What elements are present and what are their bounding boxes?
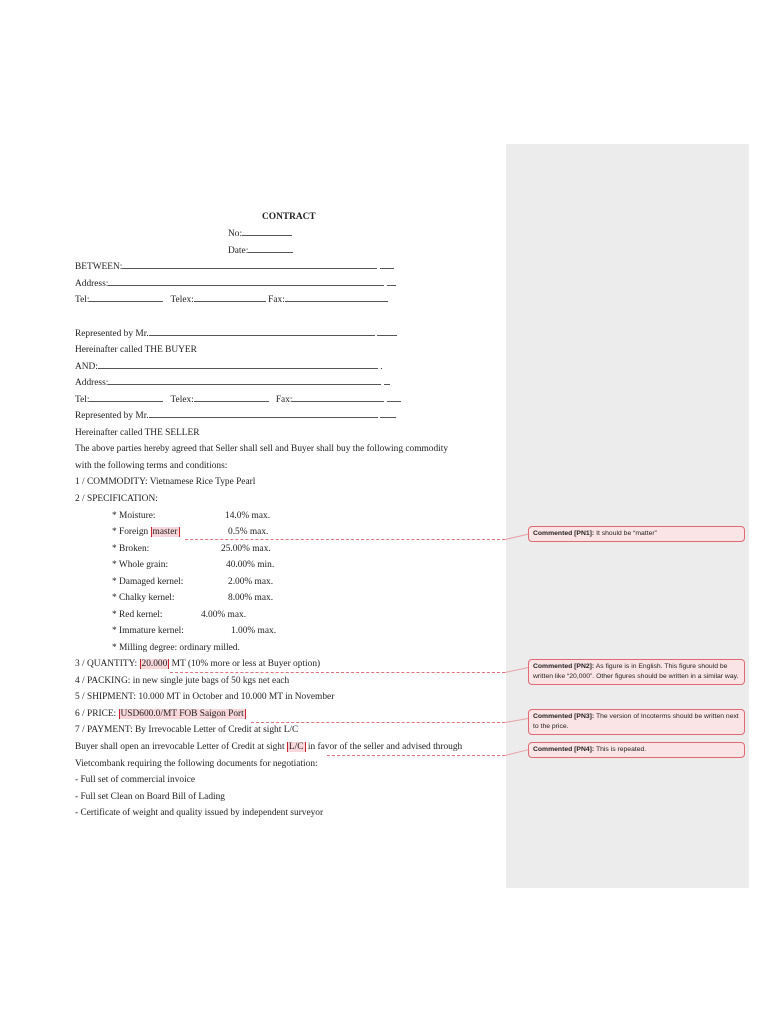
- seller-called: Hereinafter called THE SELLER: [75, 428, 200, 438]
- contract-no: No:: [228, 226, 292, 243]
- doc-item: - Certificate of weight and quality issued by independent surveyor: [75, 808, 324, 818]
- spec-broken: * Broken: 25.00% max.: [112, 544, 271, 554]
- comment-leader-4: [327, 755, 505, 756]
- spec-milling-degree: * Milling degree: ordinary milled.: [112, 643, 240, 653]
- buyer-called: Hereinafter called THE BUYER: [75, 345, 197, 355]
- seller-contact-line: Tel: Telex: Fax:: [75, 392, 401, 409]
- comment-pn2[interactable]: Commented [PN2]: As figure is in English. This figure should be written like “20,000”. Other figures should be written in a similar way.: [528, 659, 745, 685]
- buyer-represented-line: Represented by Mr.: [75, 326, 397, 343]
- comment-pn4[interactable]: Commented [PN4]: This is repeated.: [528, 742, 745, 758]
- buyer-contact-line: Tel: Telex: Fax:: [75, 292, 388, 309]
- spec-immature-kernel: * Immature kernel: 1.00% max.: [112, 626, 277, 636]
- comment-pn1[interactable]: Commented [PN1]: It should be “matter”: [528, 526, 745, 542]
- spec-red-kernel: * Red kernel: 4.00% max.: [112, 610, 247, 620]
- highlight-lc[interactable]: L/C: [288, 742, 304, 752]
- contract-title: CONTRACT: [262, 212, 316, 222]
- spec-moisture: * Moisture: 14.0% max.: [112, 511, 271, 521]
- spec-foreign-matter: * Foreign master 0.5% max.: [112, 527, 269, 537]
- clause-specification: 2 / SPECIFICATION:: [75, 494, 158, 504]
- doc-item: - Full set of commercial invoice: [75, 775, 196, 785]
- contract-date: Date:: [228, 243, 293, 260]
- clause-payment: 7 / PAYMENT: By Irrevocable Letter of Credit at sight L/C: [75, 725, 299, 735]
- seller-address-line: Address:: [75, 375, 390, 392]
- highlight-price[interactable]: USD600.0/MT FOB Saigon Port: [120, 709, 244, 719]
- seller-represented-line: Represented by Mr.: [75, 408, 396, 425]
- comment-leader-2: [170, 672, 505, 673]
- clause-price: 6 / PRICE: USD600.0/MT FOB Saigon Port: [75, 709, 244, 719]
- clause-commodity: 1 / COMMODITY: Vietnamese Rice Type Pearl: [75, 477, 256, 487]
- comment-leader-1: [185, 539, 505, 540]
- comment-pn3[interactable]: Commented [PN3]: The version of Incoterms should be written next to the price.: [528, 709, 745, 735]
- comments-pane: [506, 144, 749, 888]
- intro-line-1: The above parties hereby agreed that Seller shall sell and Buyer shall buy the following commodity: [75, 444, 449, 454]
- clause-quantity: 3 / QUANTITY: 20.000 MT (10% more or less at Buyer option): [75, 659, 321, 669]
- payment-detail: Buyer shall open an irrevocable Letter of Credit at sight L/C in favor of the seller and advised through: [75, 742, 463, 752]
- clause-packing: 4 / PACKING: in new single jute bags of 50 kgs net each: [75, 676, 290, 686]
- vietcombank-line: Vietcombank requiring the following documents for negotiation:: [75, 759, 318, 769]
- buyer-address-line: Address:: [75, 276, 396, 293]
- comment-leader-3: [251, 722, 505, 723]
- spec-whole-grain: * Whole grain: 40.00% min.: [112, 560, 275, 570]
- spec-damaged-kernel: * Damaged kernel: 2.00% max.: [112, 577, 274, 587]
- doc-item: - Full set Clean on Board Bill of Lading: [75, 792, 225, 802]
- highlight-quantity[interactable]: 20.000: [141, 659, 168, 669]
- highlight-master[interactable]: master: [152, 527, 178, 537]
- and-line: AND: .: [75, 362, 383, 372]
- spec-chalky-kernel: * Chalky kernel: 8.00% max.: [112, 593, 274, 603]
- between-line: BETWEEN:: [75, 259, 394, 276]
- intro-line-2: with the following terms and conditions:: [75, 461, 228, 471]
- clause-shipment: 5 / SHIPMENT: 10.000 MT in October and 10.000 MT in November: [75, 692, 335, 702]
